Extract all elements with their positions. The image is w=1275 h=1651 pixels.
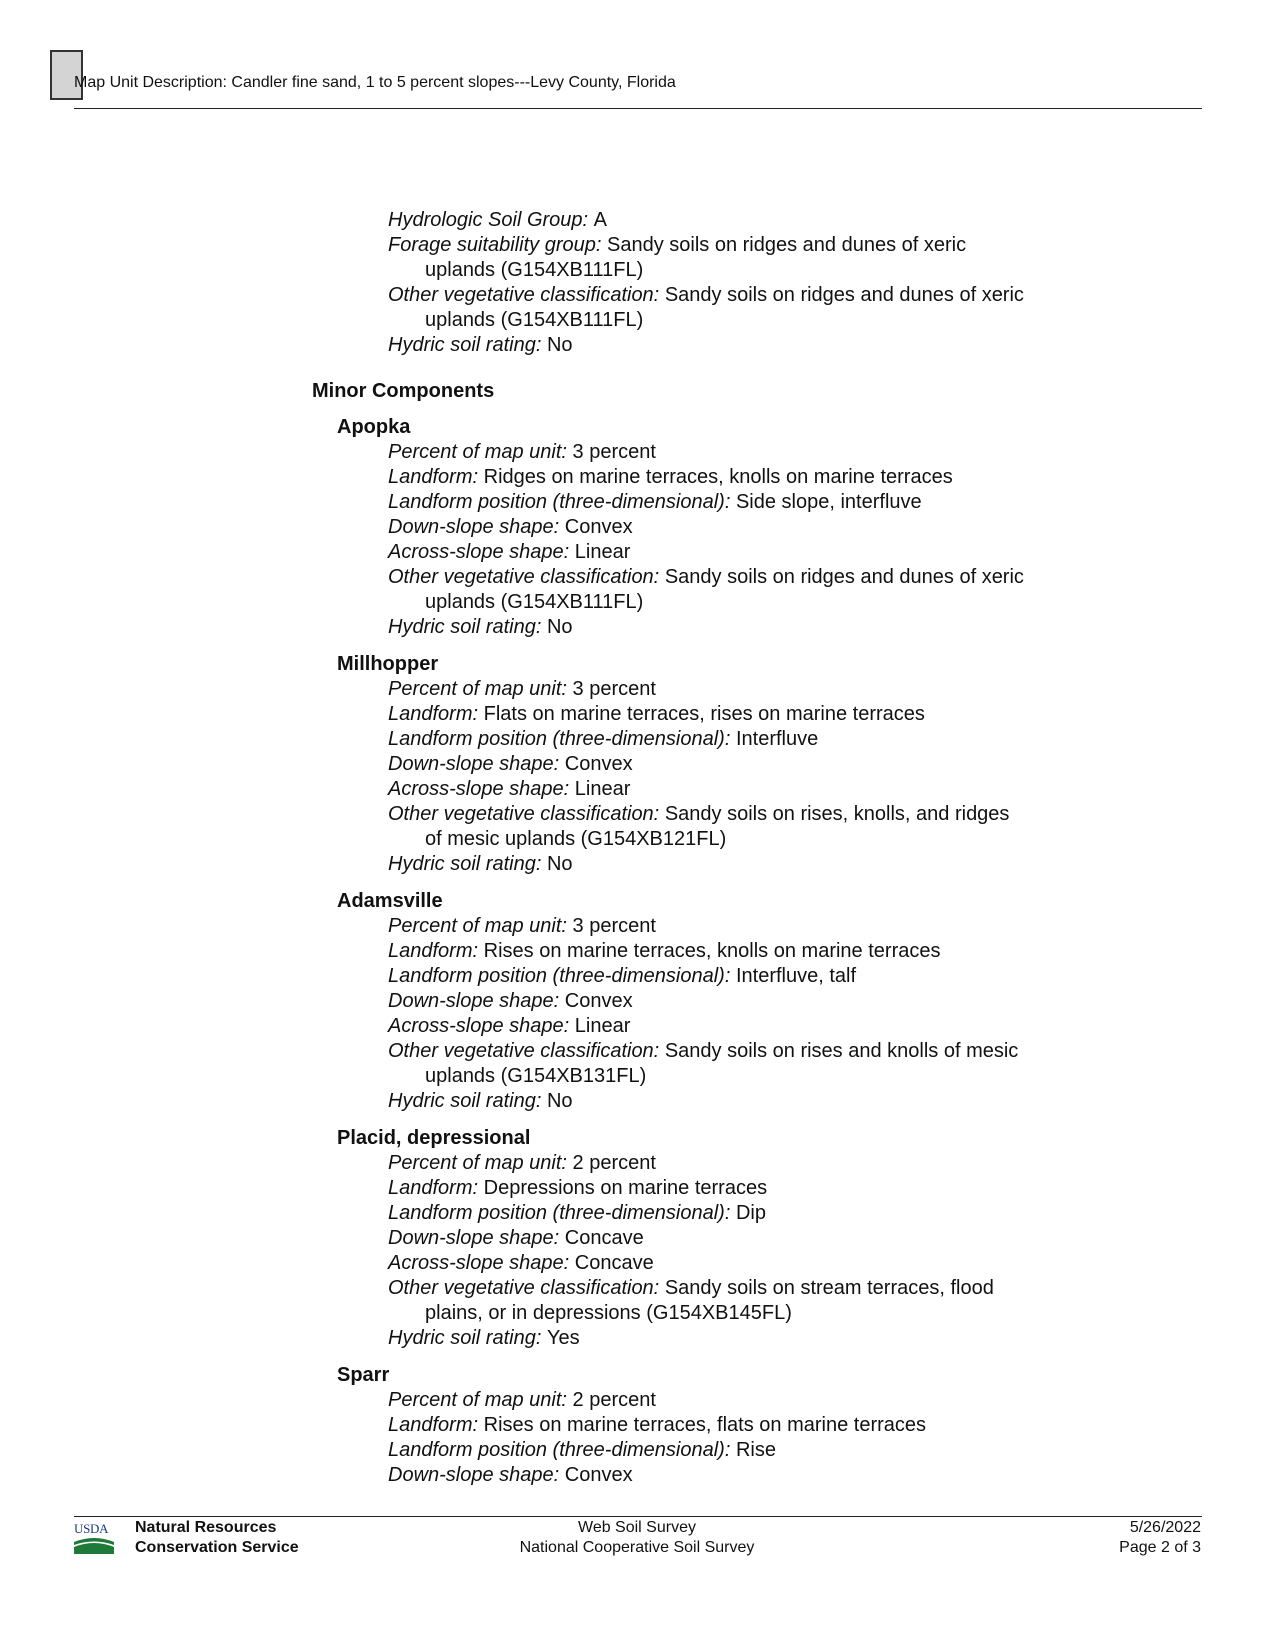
property-value: Side slope, interfluve (735, 491, 922, 513)
property-label: Forage suitability group: (388, 234, 602, 256)
component-block (0, 889, 1275, 1114)
property-row (388, 540, 1028, 565)
property-row (388, 852, 1028, 877)
property-value: Convex (564, 990, 633, 1012)
property-value: Yes (546, 1327, 580, 1349)
property-value: Sandy soils on rises and knolls of mesic uplands (G154XB131FL) (425, 1040, 1019, 1087)
component-properties (388, 440, 1028, 640)
page-header-title: Map Unit Description: Candler fine sand, 1 to 5 percent slopes---Levy County, Florida (74, 74, 676, 91)
property-label: Landform: (388, 466, 479, 488)
property-label: Other vegetative classification: (388, 1277, 660, 1299)
component-block (0, 1363, 1275, 1488)
property-value: Concave (574, 1252, 654, 1274)
property-row (388, 515, 1028, 540)
component-block (0, 415, 1275, 640)
footer-survey-name: Web Soil Survey (578, 1519, 696, 1536)
property-value: 3 percent (572, 678, 656, 700)
property-label: Landform: (388, 703, 479, 725)
property-row (388, 802, 1028, 852)
property-label: Landform: (388, 1414, 479, 1436)
property-value: Convex (564, 1464, 633, 1486)
property-row (388, 1251, 1028, 1276)
component-properties (388, 1388, 1028, 1488)
property-label: Percent of map unit: (388, 1389, 567, 1411)
component-block (0, 652, 1275, 877)
property-value: Convex (564, 516, 633, 538)
property-row (388, 702, 1028, 727)
property-row (388, 1176, 1028, 1201)
document-body (0, 208, 1275, 1500)
property-row (388, 1089, 1028, 1114)
header-divider (74, 108, 1202, 109)
property-label: Percent of map unit: (388, 678, 567, 700)
minor-components-list (0, 415, 1275, 1488)
property-row (388, 1438, 1028, 1463)
component-properties (388, 914, 1028, 1114)
property-value: Rises on marine terraces, flats on marine terraces (483, 1414, 927, 1436)
property-value: No (546, 616, 573, 638)
property-value: Dip (735, 1202, 766, 1224)
property-value: Flats on marine terraces, rises on marine terraces (483, 703, 925, 725)
minor-components-heading: Minor Components (312, 380, 495, 402)
property-label: Other vegetative classification: (388, 284, 660, 306)
property-label: Other vegetative classification: (388, 803, 660, 825)
property-row (388, 752, 1028, 777)
property-value: Sandy soils on stream terraces, flood plains, or in depressions (G154XB145FL) (425, 1277, 994, 1324)
property-row (388, 333, 1028, 358)
property-label: Down-slope shape: (388, 1227, 560, 1249)
property-value: 3 percent (572, 441, 656, 463)
property-row (388, 727, 1028, 752)
component-block (0, 1126, 1275, 1351)
property-row (388, 565, 1028, 615)
component-name: Millhopper (337, 653, 439, 675)
property-label: Percent of map unit: (388, 915, 567, 937)
property-value: No (546, 334, 573, 356)
property-value: 2 percent (572, 1389, 656, 1411)
component-name: Adamsville (337, 890, 443, 912)
component-name: Apopka (337, 416, 411, 438)
property-row (388, 465, 1028, 490)
component-properties (388, 677, 1028, 877)
property-row (388, 615, 1028, 640)
property-label: Across-slope shape: (388, 541, 570, 563)
property-value: A (593, 209, 607, 231)
property-value: Concave (564, 1227, 644, 1249)
property-row (388, 939, 1028, 964)
property-value: Interfluve (735, 728, 819, 750)
property-value: Rises on marine terraces, knolls on marine terraces (483, 940, 941, 962)
property-value: Linear (574, 541, 631, 563)
property-value: Interfluve, talf (735, 965, 857, 987)
property-label: Hydric soil rating: (388, 1327, 542, 1349)
property-label: Percent of map unit: (388, 1152, 567, 1174)
property-label: Other vegetative classification: (388, 566, 660, 588)
footer-right (1119, 1518, 1201, 1558)
component-name: Placid, depressional (337, 1127, 531, 1149)
property-value: Sandy soils on rises, knolls, and ridges of mesic uplands (G154XB121FL) (425, 803, 1010, 850)
property-row (388, 1151, 1028, 1176)
property-value: No (546, 853, 573, 875)
property-label: Hydric soil rating: (388, 853, 542, 875)
property-value: Linear (574, 778, 631, 800)
property-value: Ridges on marine terraces, knolls on marine terraces (483, 466, 953, 488)
property-row (388, 914, 1028, 939)
usda-logo-text: USDA (74, 1521, 109, 1536)
property-label: Across-slope shape: (388, 1252, 570, 1274)
property-label: Down-slope shape: (388, 753, 560, 775)
property-label: Hydrologic Soil Group: (388, 209, 589, 231)
property-row (388, 1326, 1028, 1351)
property-row (388, 1201, 1028, 1226)
property-row (388, 208, 1028, 233)
property-label: Landform: (388, 1177, 479, 1199)
property-row (388, 1276, 1028, 1326)
property-value: Convex (564, 753, 633, 775)
usda-logo-hills-icon (74, 1536, 114, 1554)
property-label: Hydric soil rating: (388, 1090, 542, 1112)
property-label: Landform position (three-dimensional): (388, 965, 731, 987)
agency-line-2: Conservation Service (135, 1539, 299, 1556)
property-label: Landform position (three-dimensional): (388, 1439, 731, 1461)
footer-agency (135, 1518, 299, 1558)
property-row (388, 989, 1028, 1014)
major-component-properties (388, 208, 1028, 358)
property-label: Percent of map unit: (388, 441, 567, 463)
property-value: Depressions on marine terraces (483, 1177, 768, 1199)
footer-divider (74, 1516, 1202, 1517)
property-row (388, 1226, 1028, 1251)
footer-survey-program: National Cooperative Soil Survey (519, 1539, 755, 1556)
property-label: Across-slope shape: (388, 778, 570, 800)
property-label: Landform position (three-dimensional): (388, 491, 731, 513)
usda-logo (74, 1522, 114, 1554)
property-label: Down-slope shape: (388, 516, 560, 538)
property-row (388, 283, 1028, 333)
component-properties (388, 1151, 1028, 1351)
property-row (388, 777, 1028, 802)
property-row (388, 1388, 1028, 1413)
property-row (388, 1014, 1028, 1039)
property-value: 2 percent (572, 1152, 656, 1174)
property-value: 3 percent (572, 915, 656, 937)
property-value: Rise (735, 1439, 776, 1461)
property-label: Landform: (388, 940, 479, 962)
property-label: Hydric soil rating: (388, 334, 542, 356)
property-label: Across-slope shape: (388, 1015, 570, 1037)
footer-page-number: Page 2 of 3 (1119, 1539, 1201, 1556)
property-row (388, 440, 1028, 465)
property-value: Sandy soils on ridges and dunes of xeric uplands (G154XB111FL) (425, 284, 1024, 331)
property-label: Landform position (three-dimensional): (388, 728, 731, 750)
property-label: Hydric soil rating: (388, 616, 542, 638)
footer-date: 5/26/2022 (1129, 1519, 1201, 1536)
property-value: Linear (574, 1015, 631, 1037)
property-row (388, 490, 1028, 515)
property-row (388, 677, 1028, 702)
footer-center (437, 1518, 837, 1558)
property-label: Down-slope shape: (388, 990, 560, 1012)
property-row (388, 964, 1028, 989)
property-label: Down-slope shape: (388, 1464, 560, 1486)
property-value: Sandy soils on ridges and dunes of xeric uplands (G154XB111FL) (425, 566, 1024, 613)
property-label: Other vegetative classification: (388, 1040, 660, 1062)
property-row (388, 233, 1028, 283)
property-row (388, 1463, 1028, 1488)
component-name: Sparr (337, 1364, 390, 1386)
property-label: Landform position (three-dimensional): (388, 1202, 731, 1224)
property-value: No (546, 1090, 573, 1112)
property-row (388, 1413, 1028, 1438)
property-value: Sandy soils on ridges and dunes of xeric uplands (G154XB111FL) (425, 234, 967, 281)
property-row (388, 1039, 1028, 1089)
agency-line-1: Natural Resources (135, 1519, 277, 1536)
